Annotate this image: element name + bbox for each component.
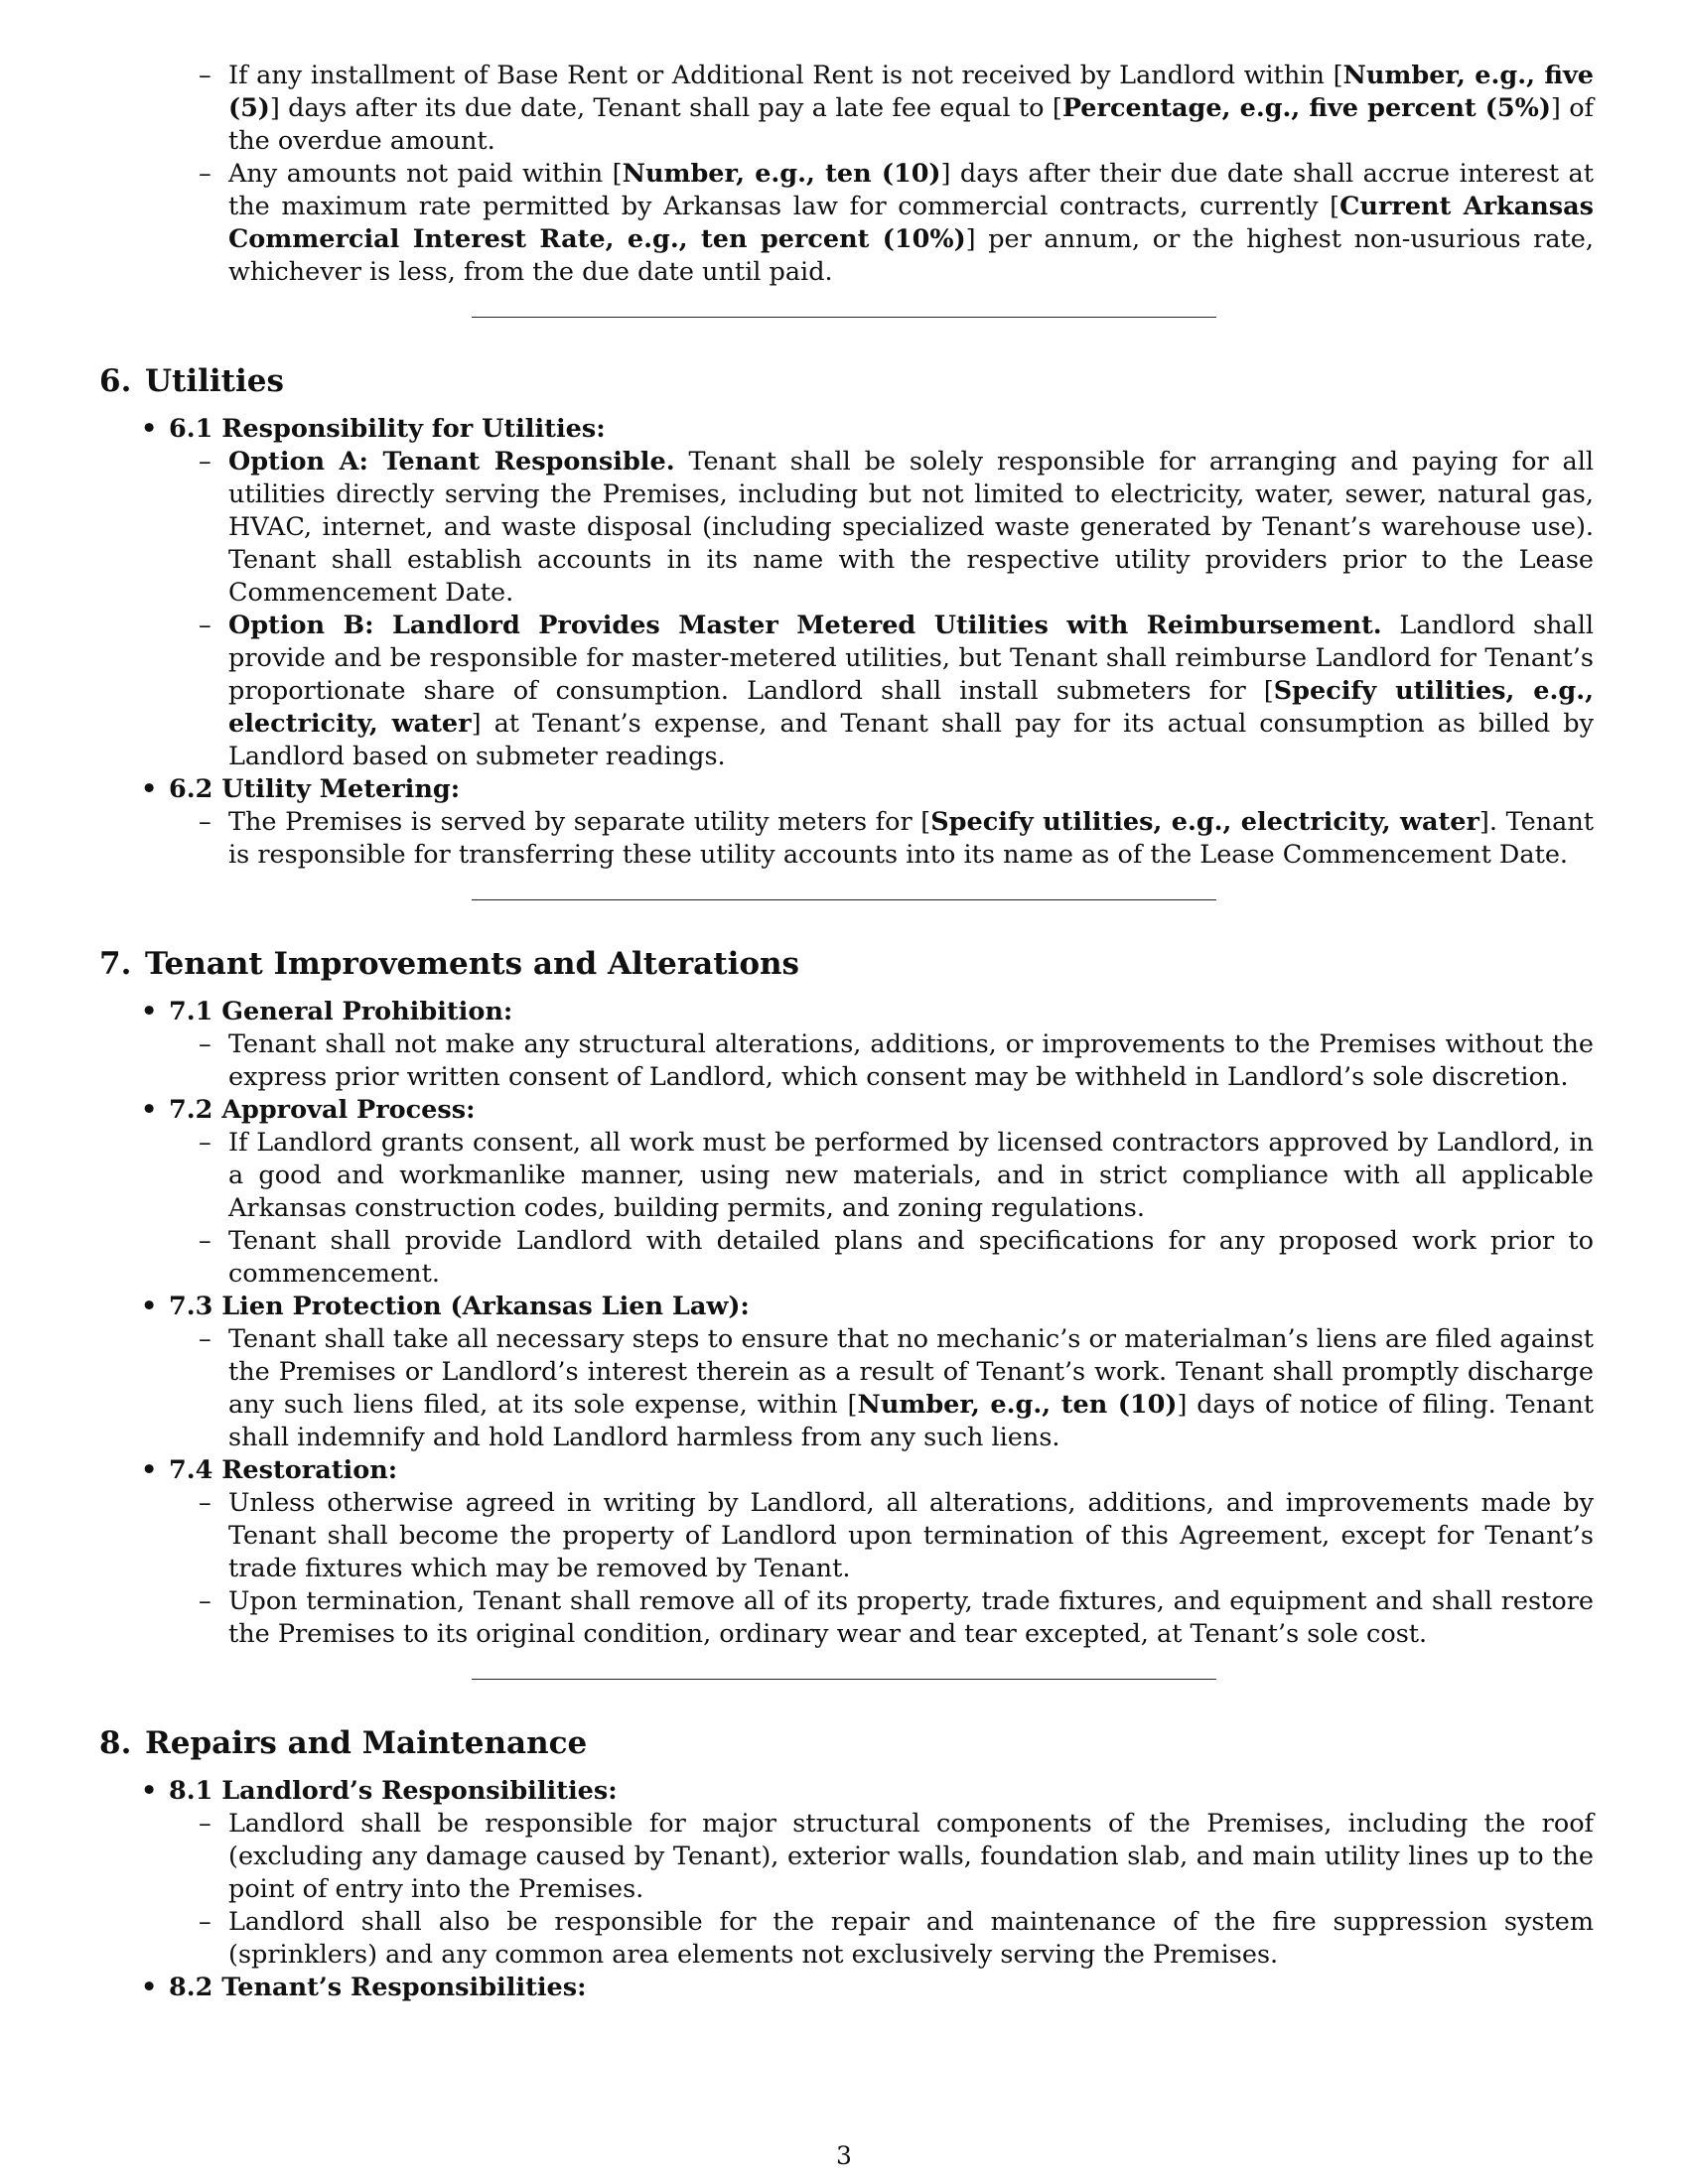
list-item: • 7.1 General Prohibition: – Tenant shall not make any structural alterations, additions, or improvements to the Premises without the express prior written consent of Landlord, which consent may be withheld in Landlord’s sole discretion. xyxy=(169,996,1594,1094)
list-item: • 7.2 Approval Process: – If Landlord grants consent, all work must be performed by licensed contractors approved by Landlord, in a good and workmanlike manner, using new materials, and in strict compliance with all applicable Arkansas construction codes, building permits, and zoning regulations. – Tenant shall provide Landlord with detailed plans and specifications for any proposed work prior to commencement. xyxy=(169,1094,1594,1291)
page-content xyxy=(99,60,1594,2004)
list-item: – If Landlord grants consent, all work must be performed by licensed contractors approved by Landlord, in a good and workmanlike manner, using new materials, and in strict compliance with all applicable Arkansas construction codes, building permits, and zoning regulations. xyxy=(228,1127,1594,1225)
section-heading-7: 7. Tenant Improvements and Alterations xyxy=(99,946,800,982)
section-6-list xyxy=(99,413,1594,872)
list-item: – Option B: Landlord Provides Master Metered Utilities with Reimbursement. Landlord shall provide and be responsible for master-metered utilities, but Tenant shall reimburse Landlord for Tenant’s proportionate share of consumption. Landlord shall install submeters for [Specify utilities, e.g., electricity, water] at Tenant’s expense, and Tenant shall pay for its actual consumption as billed by Landlord based on submeter readings. xyxy=(228,610,1594,773)
list-item: – Tenant shall not make any structural alterations, additions, or improvements to the Premises without the express prior written consent of Landlord, which consent may be withheld in Landlord’s sole discretion. xyxy=(228,1028,1594,1094)
section-7-list xyxy=(99,996,1594,1651)
section-heading-6: 6. Utilities xyxy=(99,363,284,399)
section-divider xyxy=(472,317,1216,318)
section-8-list xyxy=(99,1775,1594,2004)
list-item: – Landlord shall be responsible for major structural components of the Premises, including the roof (excluding any damage caused by Tenant), exterior walls, foundation slab, and main utility lines up to the point of entry into the Premises. xyxy=(228,1808,1594,1906)
list-item: – The Premises is served by separate utility meters for [Specify utilities, e.g., electricity, water]. Tenant is responsible for transferring these utility accounts into its name as of the Lease Commencement Date. xyxy=(228,806,1594,872)
list-item: • 8.1 Landlord’s Responsibilities: – Landlord shall be responsible for major structural components of the Premises, including the roof (excluding any damage caused by Tenant), exterior walls, foundation slab, and main utility lines up to the point of entry into the Premises. – Landlord shall also be responsible for the repair and maintenance of the fire suppression system (sprinklers) and any common area elements not exclusively serving the Premises. xyxy=(169,1775,1594,1972)
section-divider xyxy=(472,1679,1216,1680)
page-number: 3 xyxy=(836,2141,852,2170)
list-item: – If any installment of Base Rent or Additional Rent is not received by Landlord within [Number, e.g., five (5)] days after its due date, Tenant shall pay a late fee equal to [Percentage, e.g., five percent (5%)] of the overdue amount. xyxy=(228,60,1594,158)
list-item: – Tenant shall take all necessary steps to ensure that no mechanic’s or materialman’s liens are filed against the Premises or Landlord’s interest therein as a result of Tenant’s work. Tenant shall promptly discharge any such liens filed, at its sole expense, within [Number, e.g., ten (10)] days of notice of filing. Tenant shall indemnify and hold Landlord harmless from any such liens. xyxy=(228,1323,1594,1454)
list-item: – Any amounts not paid within [Number, e.g., ten (10)] days after their due date shall accrue interest at the maximum rate permitted by Arkansas law for commercial contracts, currently [Current Arkansas Commercial Interest Rate, e.g., ten percent (10%)] per annum, or the highest non-usurious rate, whichever is less, from the due date until paid. xyxy=(228,158,1594,289)
list-item: – Upon termination, Tenant shall remove all of its property, trade fixtures, and equipment and shall restore the Premises to its original condition, ordinary wear and tear excepted, at Tenant’s sole cost. xyxy=(228,1585,1594,1651)
list-item: – Tenant shall provide Landlord with detailed plans and specifications for any proposed work prior to commencement. xyxy=(228,1225,1594,1291)
section-heading-8: 8. Repairs and Maintenance xyxy=(99,1725,588,1761)
list-item: – Unless otherwise agreed in writing by Landlord, all alterations, additions, and improvements made by Tenant shall become the property of Landlord upon termination of this Agreement, except for Tenant’s trade fixtures which may be removed by Tenant. xyxy=(228,1487,1594,1585)
list-item: – Option A: Tenant Responsible. Tenant shall be solely responsible for arranging and paying for all utilities directly serving the Premises, including but not limited to electricity, water, sewer, natural gas, HVAC, internet, and waste disposal (including specialized waste generated by Tenant’s warehouse use). Tenant shall establish accounts in its name with the respective utility providers prior to the Lease Commencement Date. xyxy=(228,446,1594,610)
list-item: • 7.4 Restoration: – Unless otherwise agreed in writing by Landlord, all alterations, additions, and improvements made by Tenant shall become the property of Landlord upon termination of this Agreement, except for Tenant’s trade fixtures which may be removed by Tenant. – Upon termination, Tenant shall remove all of its property, trade fixtures, and equipment and shall restore the Premises to its original condition, ordinary wear and tear excepted, at Tenant’s sole cost. xyxy=(169,1454,1594,1651)
list-item: • 8.2 Tenant’s Responsibilities: xyxy=(169,1972,1594,2004)
list-item: • 7.3 Lien Protection (Arkansas Lien Law): – Tenant shall take all necessary steps to ensure that no mechanic’s or materialman’s liens are filed against the Premises or Landlord’s interest therein as a result of Tenant’s work. Tenant shall promptly discharge any such liens filed, at its sole expense, within [Number, e.g., ten (10)] days of notice of filing. Tenant shall indemnify and hold Landlord harmless from any such liens. xyxy=(169,1291,1594,1454)
list-item: • 6.1 Responsibility for Utilities: – Option A: Tenant Responsible. Tenant shall be solely responsible for arranging and paying for all utilities directly serving the Premises, including but not limited to electricity, water, sewer, natural gas, HVAC, internet, and waste disposal (including specialized waste generated by Tenant’s warehouse use). Tenant shall establish accounts in its name with the respective utility providers prior to the Lease Commencement Date. – Option B: Landlord Provides Master Metered Utilities with Reimbursement. Landlord shall provide and be responsible for master-metered utilities, but Tenant shall reimburse Landlord for Tenant’s proportionate share of consumption. Landlord shall install submeters for [Specify utilities, e.g., electricity, water] at Tenant’s expense, and Tenant shall pay for its actual consumption as billed by Landlord based on submeter readings. xyxy=(169,413,1594,773)
list-item: • 6.2 Utility Metering: – The Premises is served by separate utility meters for [Specify utilities, e.g., electricity, water]. Tenant is responsible for transferring these utility accounts into its name as of the Lease Commencement Date. xyxy=(169,773,1594,872)
late-fee-list xyxy=(99,60,1594,289)
list-item: – Landlord shall also be responsible for the repair and maintenance of the fire suppression system (sprinklers) and any common area elements not exclusively serving the Premises. xyxy=(228,1906,1594,1972)
section-divider xyxy=(472,899,1216,900)
